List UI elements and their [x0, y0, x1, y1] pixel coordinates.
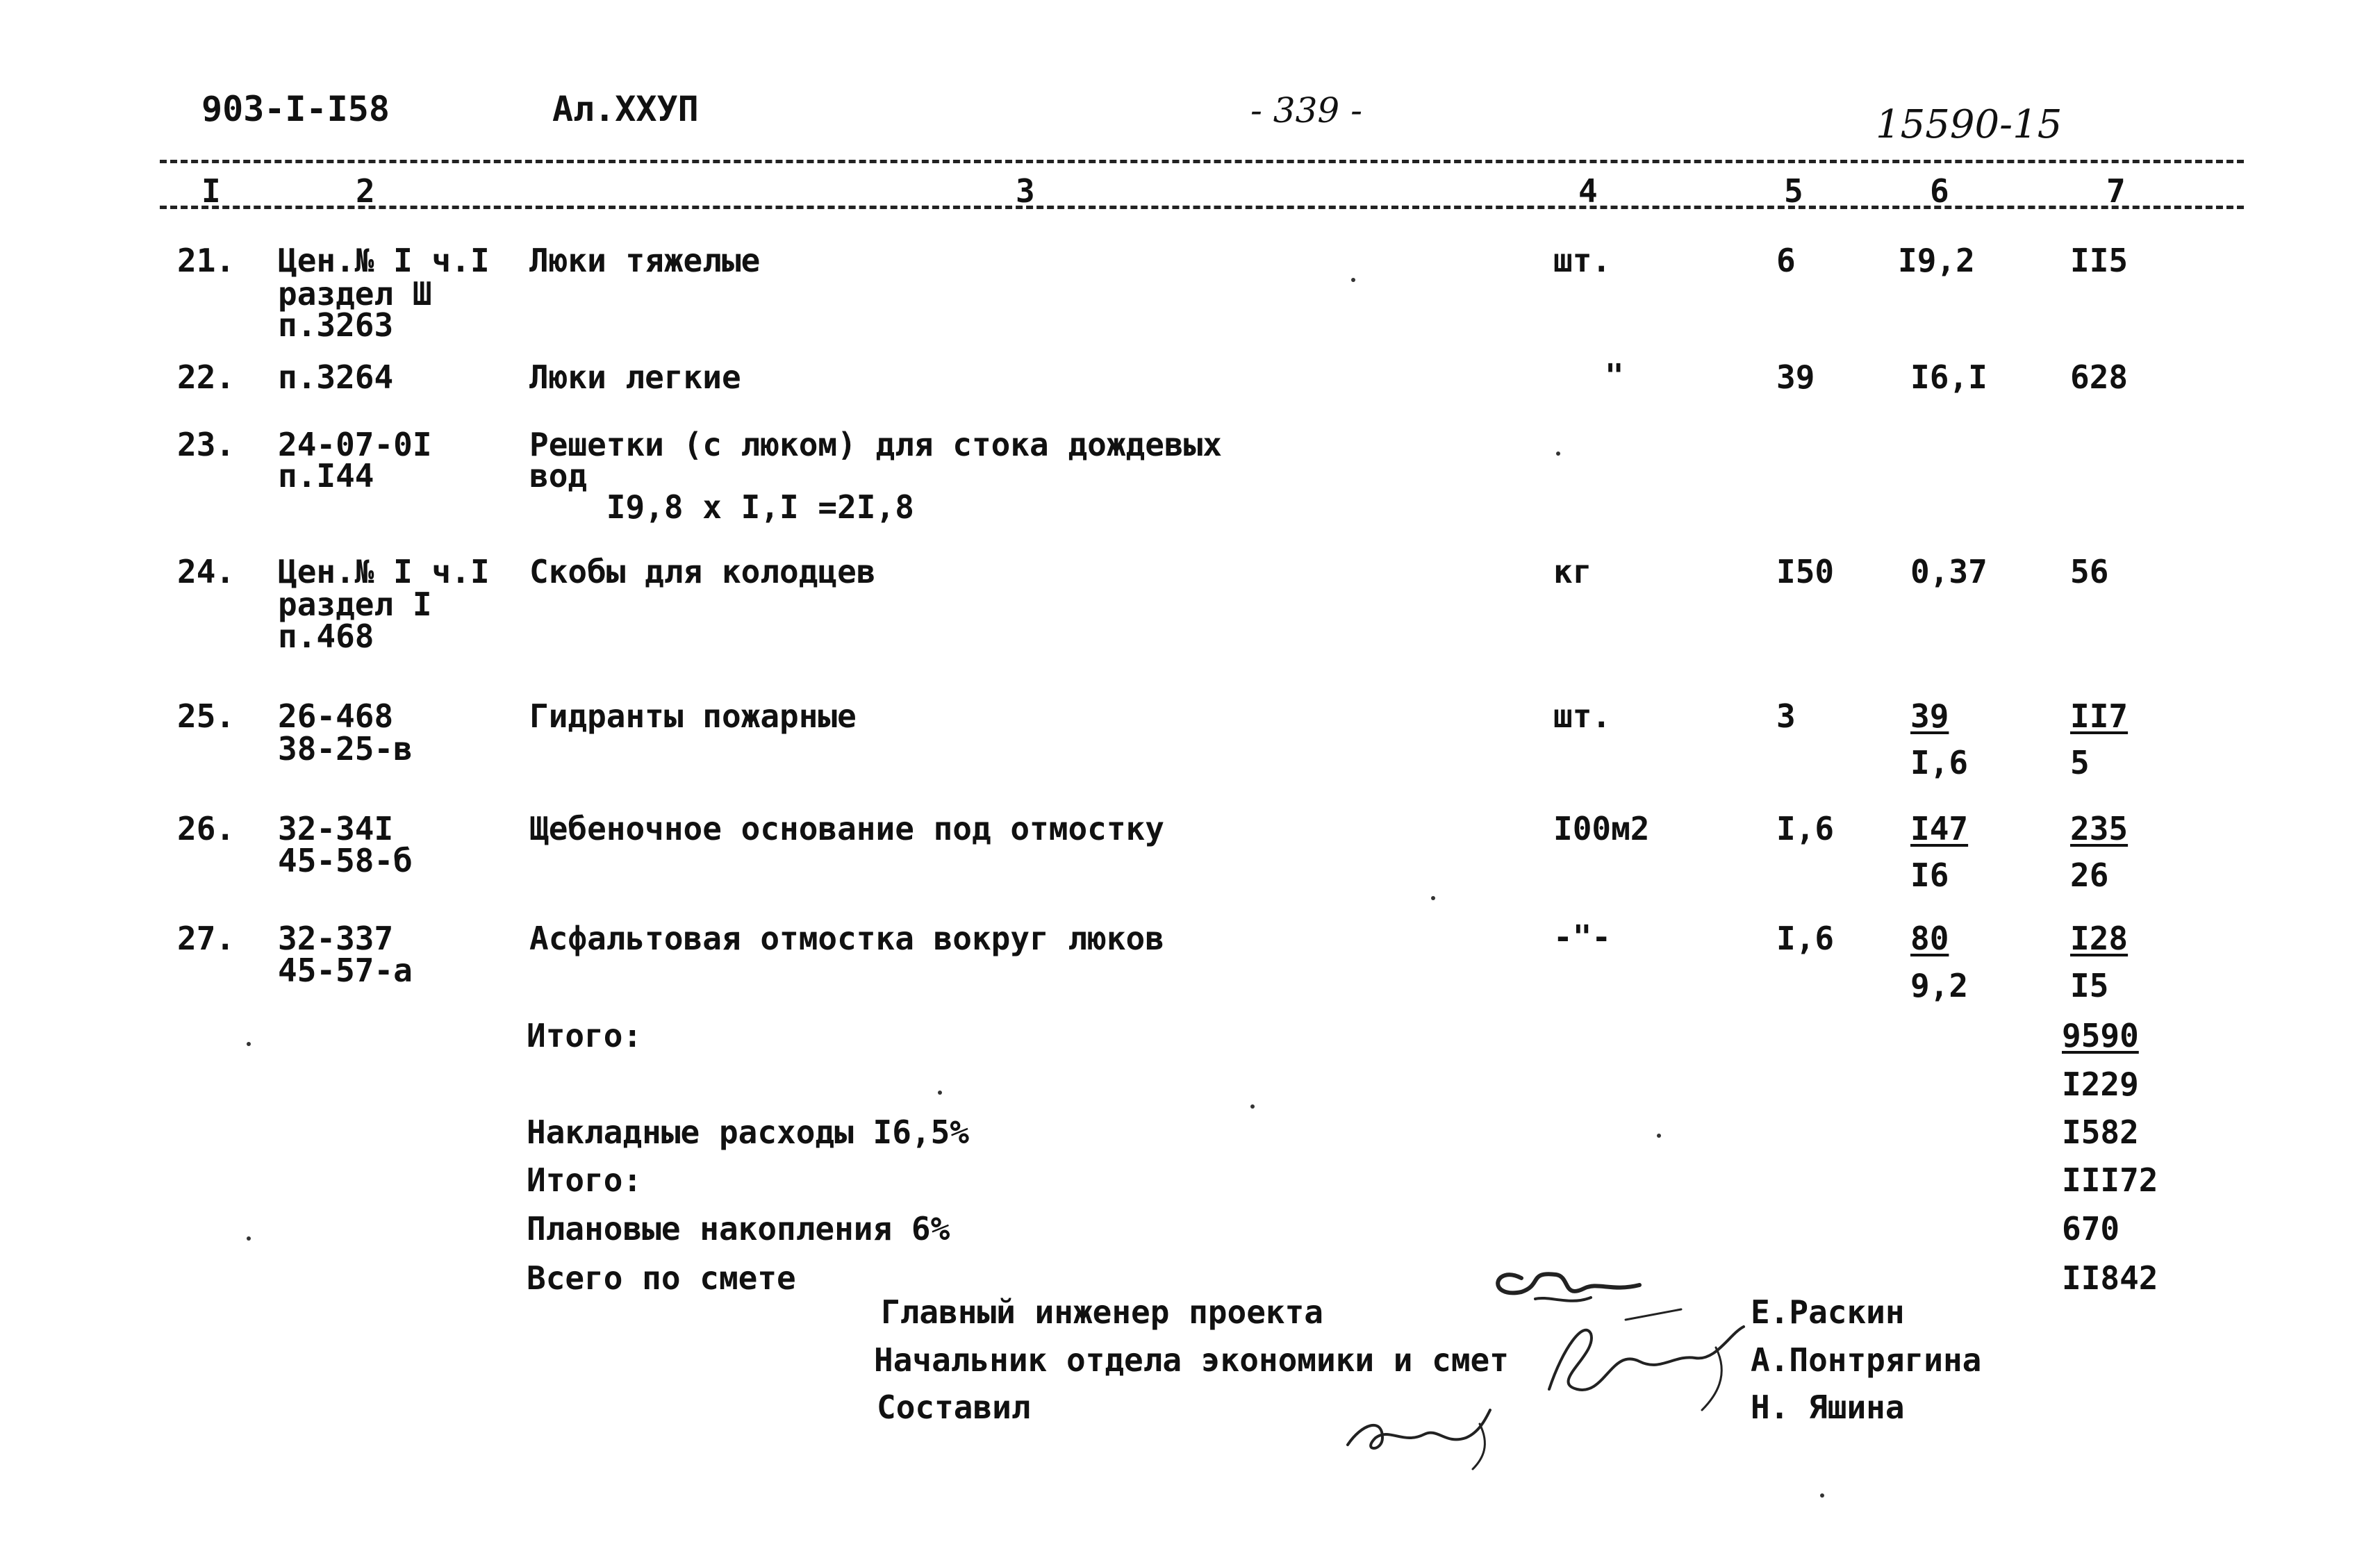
scan-speck [938, 1091, 942, 1095]
row-quantity: I50 [1776, 553, 1835, 590]
summary-label: Итого: [527, 1017, 643, 1054]
row-price: 80 [1910, 920, 1949, 957]
row-total: 235 [2070, 810, 2129, 847]
row-total: II7 [2070, 697, 2129, 735]
row-reference: Цен.№ I ч.I [278, 242, 490, 279]
column-header-3: 3 [1016, 172, 1035, 210]
row-name: Люки легкие [529, 358, 741, 396]
scan-speck [1250, 1104, 1255, 1109]
signature-scribble-economics-head [1507, 1306, 1758, 1417]
row-reference: 45-57-а [278, 952, 413, 989]
summary-value: II842 [2062, 1259, 2158, 1297]
scan-speck [1657, 1134, 1661, 1138]
summary-label: Плановые накопления 6% [527, 1210, 950, 1248]
row-reference: п.3264 [278, 358, 394, 396]
row-price: I6,I [1910, 358, 1988, 396]
scan-speck [1431, 896, 1435, 900]
stamp-number: 15590-15 [1876, 102, 2063, 147]
summary-label: Накладные расходы I6,5% [527, 1113, 969, 1151]
row-number: 22. [177, 358, 235, 396]
row-number: 26. [177, 810, 235, 847]
column-header-6: 6 [1930, 172, 1949, 210]
row-number: 23. [177, 426, 235, 463]
signature-role: Составил [877, 1389, 1031, 1426]
row-reference: 38-25-в [278, 730, 413, 768]
summary-label: Итого: [527, 1161, 643, 1199]
summary-value: I229 [2062, 1066, 2139, 1103]
row-name: Гидранты пожарные [529, 697, 857, 735]
row-unit: кг [1553, 553, 1592, 590]
row-number: 27. [177, 920, 235, 957]
row-unit: шт. [1553, 242, 1612, 279]
row-unit: шт. [1553, 697, 1612, 735]
row-reference: 32-34I [278, 810, 394, 847]
row-reference: раздел Ш [278, 275, 432, 313]
signature-role: Начальник отдела экономики и смет [874, 1341, 1509, 1379]
scan-speck [247, 1042, 251, 1046]
row-price: I6 [1910, 856, 1949, 894]
signature-name: А.Понтрягина [1751, 1341, 1982, 1379]
row-reference: 45-58-б [278, 842, 413, 879]
row-price: I,6 [1910, 744, 1969, 781]
row-number: 21. [177, 242, 235, 279]
row-quantity: 6 [1776, 242, 1796, 279]
row-reference: 32-337 [278, 920, 394, 957]
row-name: Щебеночное основание под отмостку [529, 810, 1164, 847]
signature-name: Н. Яшина [1751, 1389, 1905, 1426]
row-name: вод [529, 457, 588, 495]
page-number: - 339 - [1250, 90, 1363, 131]
signature-name: Е.Раскин [1751, 1293, 1905, 1331]
row-price: 39 [1910, 697, 1949, 735]
row-quantity: 39 [1776, 358, 1815, 396]
document-code: 903-I-I58 [201, 89, 390, 129]
row-total: 56 [2070, 553, 2109, 590]
row-reference: Цен.№ I ч.I [278, 553, 490, 590]
row-total: 26 [2070, 856, 2109, 894]
scan-speck [1556, 451, 1560, 456]
header-top-rule [160, 160, 2244, 163]
row-name: Решетки (с люком) для стока дождевых [529, 426, 1222, 463]
row-unit: -"- [1553, 918, 1612, 956]
scan-speck [1820, 1493, 1824, 1498]
row-unit: " [1605, 357, 1624, 395]
column-header-2: 2 [356, 172, 375, 210]
summary-value: 9590 [2062, 1017, 2139, 1054]
scan-speck [247, 1236, 251, 1241]
row-price: 9,2 [1910, 967, 1969, 1004]
scan-speck [1351, 278, 1355, 282]
signature-role: Главный инженер проекта [881, 1293, 1323, 1331]
row-reference: 24-07-0I [278, 426, 432, 463]
row-unit: I00м2 [1553, 810, 1650, 847]
row-quantity: I,6 [1776, 810, 1835, 847]
row-total: 5 [2070, 744, 2090, 781]
row-reference: 26-468 [278, 697, 394, 735]
row-name: I9,8 х I,I =2I,8 [529, 488, 914, 526]
row-quantity: 3 [1776, 697, 1796, 735]
row-price: I9,2 [1898, 242, 1975, 279]
column-header-5: 5 [1784, 172, 1803, 210]
summary-value: I582 [2062, 1113, 2139, 1151]
row-reference: п.468 [278, 618, 374, 655]
row-reference: п.3263 [278, 306, 394, 344]
row-reference: раздел I [278, 586, 432, 623]
row-price: I47 [1910, 810, 1969, 847]
row-total: II5 [2070, 242, 2129, 279]
summary-value: 670 [2062, 1210, 2120, 1248]
row-total: I5 [2070, 967, 2109, 1004]
row-name: Скобы для колодцев [529, 553, 876, 590]
summary-label: Всего по смете [527, 1259, 796, 1297]
row-total: 628 [2070, 358, 2129, 396]
row-name: Асфальтовая отмостка вокруг люков [529, 920, 1164, 957]
summary-value: III72 [2062, 1161, 2158, 1199]
column-header-4: 4 [1578, 172, 1598, 210]
album-number: Ал.XXУП [552, 89, 699, 129]
row-price: 0,37 [1910, 553, 1988, 590]
row-reference: п.I44 [278, 457, 374, 495]
row-name: Люки тяжелые [529, 242, 761, 279]
signature-scribble-compiler [1341, 1396, 1507, 1473]
row-number: 24. [177, 553, 235, 590]
row-number: 25. [177, 697, 235, 735]
row-total: I28 [2070, 920, 2129, 957]
row-quantity: I,6 [1776, 920, 1835, 957]
column-header-7: 7 [2106, 172, 2126, 210]
column-header-1: I [201, 172, 221, 210]
